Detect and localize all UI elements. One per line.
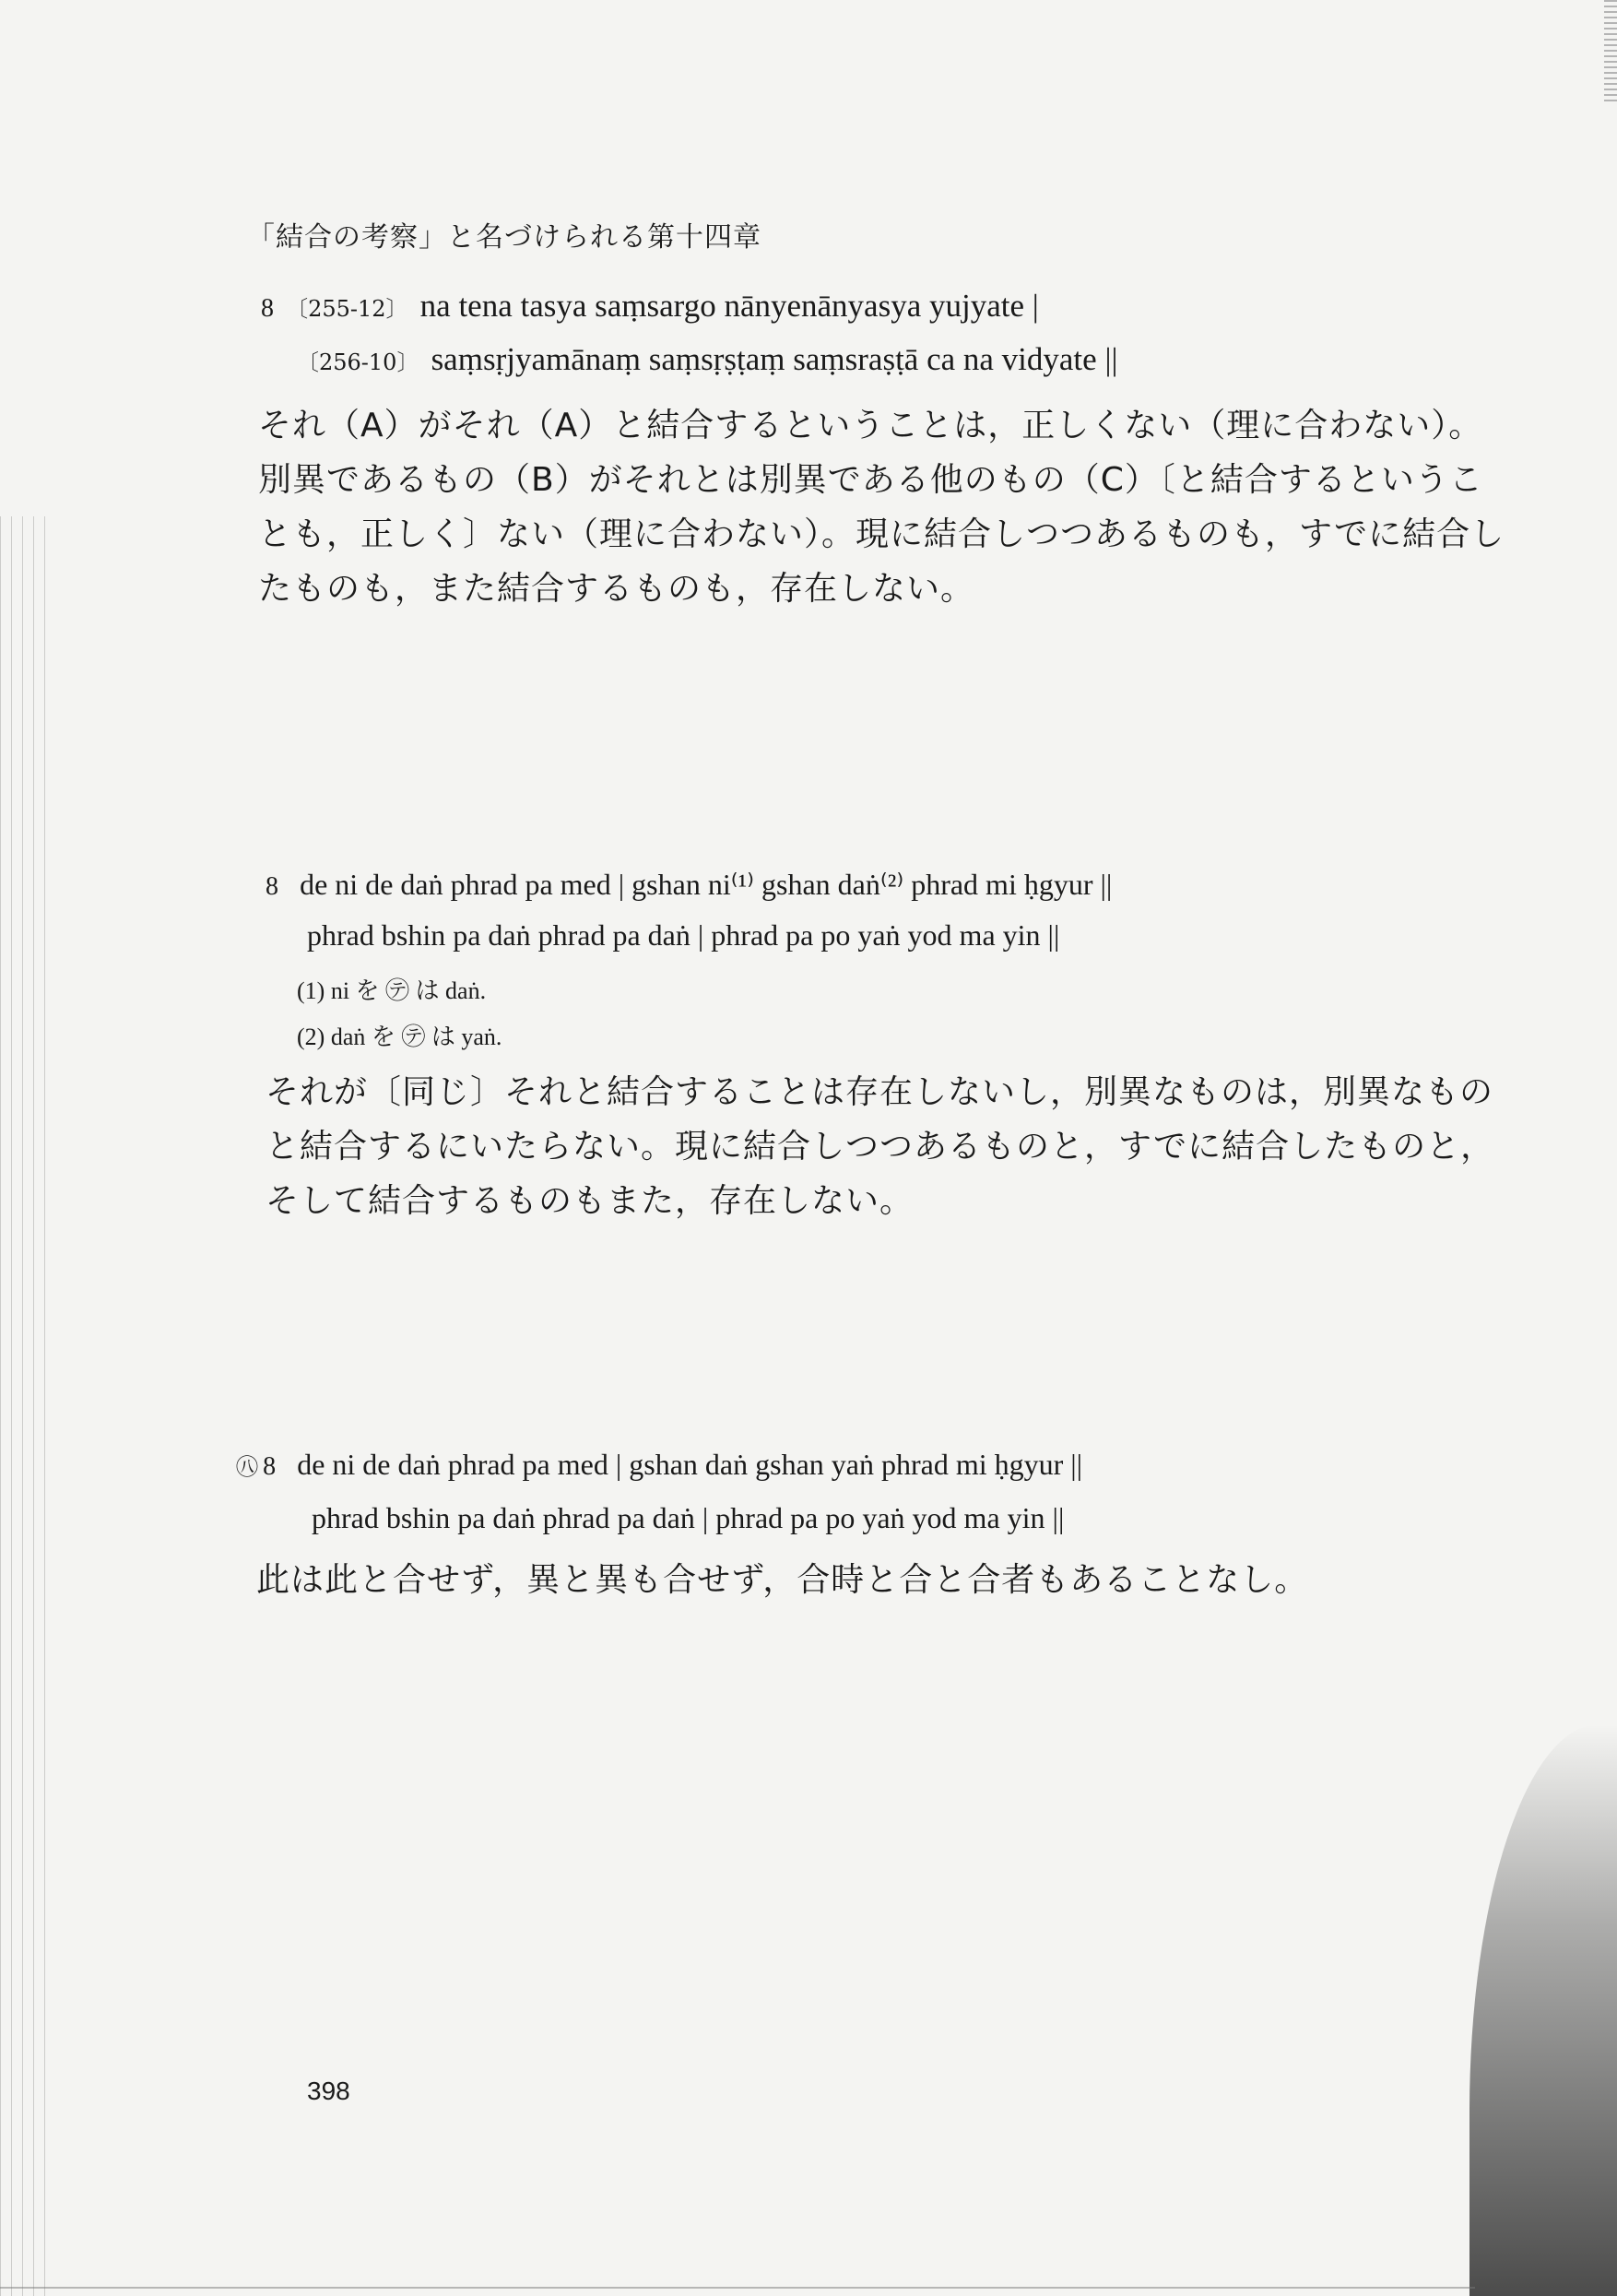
footnote-2: (2) daṅ を ㋢ は yaṅ.: [297, 1024, 502, 1050]
verse-reference: 〔256-10〕: [297, 349, 419, 375]
chinese-translation: 此は此と合せず，異と異も合せず，合時と合と合者もあることなし。: [256, 1561, 1309, 1599]
verse-number: 8: [261, 294, 274, 323]
sanskrit-text: na tena tasya saṃsargo nānyenānyasya yujyate |: [419, 288, 1039, 324]
tibetan-translation: [266, 1065, 1494, 1228]
version-marker: ㊇: [236, 1454, 258, 1480]
footnote-1: (1) ni を ㋢ は daṅ.: [297, 977, 487, 1004]
chinese-line-1: [236, 1448, 1082, 1482]
sanskrit-line-2: [297, 341, 1117, 378]
chinese-line-2: phrad bshin pa daṅ phrad pa daṅ | phrad pa po yaṅ yod ma yin ||: [312, 1501, 1065, 1534]
tibetan-line-2: phrad bshin pa daṅ phrad pa daṅ | phrad pa po yaṅ yod ma yin ||: [307, 918, 1060, 952]
verse-number: 8: [263, 1452, 277, 1481]
translation-line: それ（A）がそれ（A）と結合するということは，正しくない（理に合わない）。: [258, 407, 1483, 444]
translation-line: 別異であるもの（B）がそれとは別異である他のもの（C）〔と結合するというこ: [258, 461, 1483, 499]
verse-number: 8: [266, 872, 278, 901]
scan-shadow: [1469, 1724, 1617, 2296]
translation-line: と結合するにいたらない。現に結合しつつあるものと，すでに結合したものと，: [266, 1128, 1495, 1166]
tibetan-text: de ni de daṅ phrad pa med | gshan ni⁽¹⁾ gshan daṅ⁽²⁾ phrad mi ḥgyur ||: [300, 868, 1113, 901]
sanskrit-text: saṃsṛjyamānaṃ saṃsṛṣṭaṃ saṃsraṣṭā ca na vidyate ||: [431, 341, 1118, 377]
translation-line: たものも，また結合するものも，存在しない。: [258, 570, 975, 608]
translation-line: そして結合するものもまた，存在しない。: [266, 1182, 915, 1220]
verse-reference: 〔255-12〕: [286, 296, 408, 322]
scan-bottom-line: [0, 2287, 1475, 2289]
translation-line: それが〔同じ〕それと結合することは存在しないし，別異なものは，別異なもの: [266, 1073, 1494, 1111]
scan-edge: [1604, 0, 1617, 101]
page-number: 398: [307, 2077, 350, 2105]
sanskrit-translation: [258, 398, 1505, 616]
chapter-header: 「結合の考察」と名づけられる第十四章: [247, 221, 761, 254]
tibetan-line-1: [266, 867, 1112, 902]
sanskrit-line-1: [261, 288, 1039, 325]
translation-line: とも，正しく〕ない（理に合わない）。現に結合しつつあるものも，すでに結合し: [258, 515, 1505, 553]
binding-shadow: [0, 516, 55, 2296]
tibetan-text: de ni de daṅ phrad pa med | gshan daṅ gshan yaṅ phrad mi ḥgyur ||: [297, 1448, 1083, 1481]
